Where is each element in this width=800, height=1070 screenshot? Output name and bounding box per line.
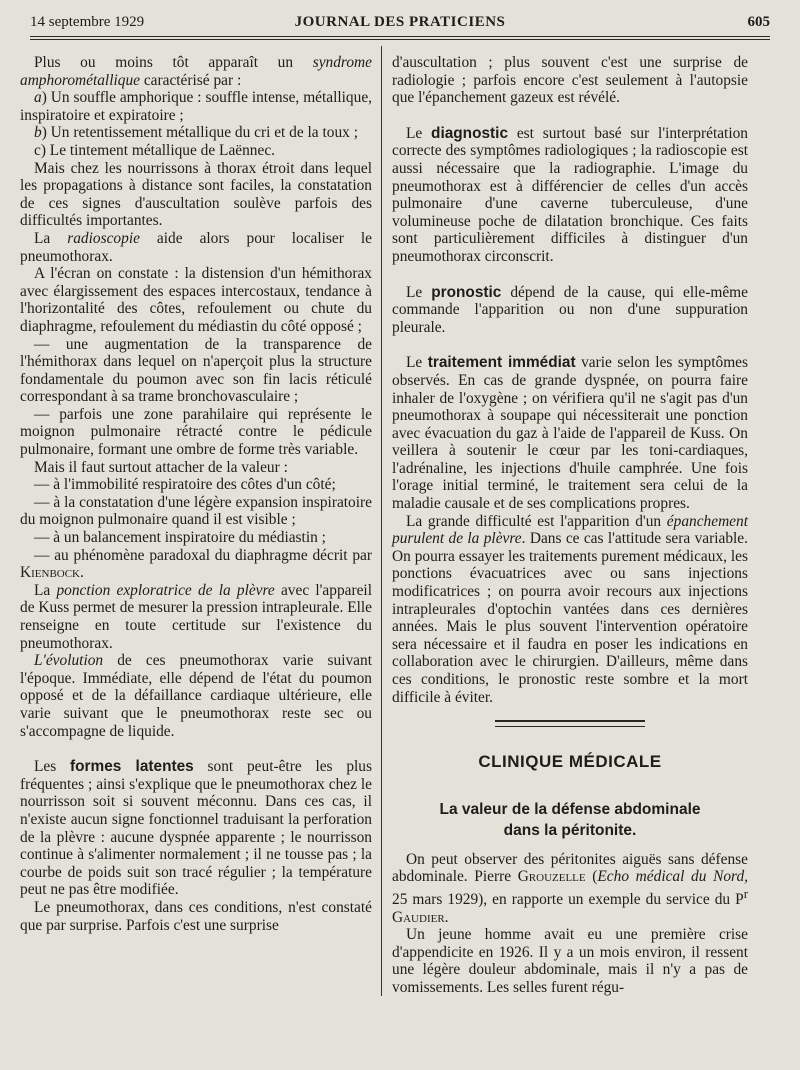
column-divider — [381, 46, 382, 996]
journal-title: JOURNAL DES PRATICIENS — [294, 14, 506, 30]
article-title: La valeur de la défense abdominale dans la péritonite. — [439, 800, 701, 839]
left-column — [20, 54, 372, 934]
paragraph: Mais il faut surtout attacher de la valeur : — [34, 458, 288, 476]
right-column — [392, 54, 748, 997]
issue-date: 14 septembre 1929 — [30, 14, 145, 30]
paragraph: Le diagnostic est surtout basé sur l'interprétation correcte des symptômes radiologiques ; la radioscopie est aussi nécessaire que la radiographie. L'image du pneumothorax est à différencier de celles d'un accès pulmonaire d'une caverne tuberculeuse, d'une volumineuse poche de dilatation bronchique. Ces faits sont particulièrement difficiles à distinguer d'un pneumothorax circonscrit. — [392, 124, 748, 265]
paragraph: c) Le tintement métallique de Laënnec. — [34, 141, 276, 159]
paragraph: a) Un souffle amphorique : souffle intense, métallique, inspiratoire et expiratoire ; — [20, 89, 372, 124]
section-title: CLINIQUE MÉDICALE — [478, 752, 662, 772]
paragraph: Un jeune homme avait eu une première crise d'appendicite en 1926. Il y a un mois environ, il ressent une légère douleur abdominale, mais il n'y a pas de vomissements. Les selles furent régu- — [392, 926, 748, 997]
paragraph: L'évolution de ces pneumothorax varie suivant l'époque. Immédiate, elle dépend de l'état du poumon opposé et de la défaillance cardiaque ultérieure, elle varie suivant que le pneumothorax reste sec ou s'accompagne de liquide. — [20, 652, 372, 740]
page-number: 605 — [747, 14, 770, 30]
paragraph: La grande difficulté est l'apparition d'un épanchement purulent de la plèvre. Dans ce cas l'attitude sera variable. On pourra essayer les traitements purement médicaux, les ponctions évacuatrices avec ou sans injections modificatrices ; on pourra avoir recours aux injections intrapleurales d'optochin vantées dans ces dernières années. Mais le plus souvent l'intervention opératoire sera nécessaire et il faudra en poser les indications en collaboration avec le chirurgien. D'ailleurs, même dans ces conditions, le pronostic reste sombre et la mort difficile à éviter. — [392, 512, 748, 706]
paragraph: — à la constatation d'une légère expansion inspiratoire du moignon pulmonaire quand il est visible ; — [20, 493, 372, 529]
paragraph: Le pronostic dépend de la cause, qui elle-même commande l'apparition ou non d'une suppuration pleurale. — [392, 283, 748, 336]
paragraph: b) Un retentissement métallique du cri et de la toux ; — [34, 124, 358, 142]
paragraph: Les formes latentes sont peut-être les plus fréquentes ; ainsi s'explique que le pneumothorax chez le nourrisson soit si souvent méconnu. Dans ces cas, il n'existe aucun signe fonctionnel traduisant la perforation de la plèvre : aucune dyspnée apparente ; le nourrisson continue à s'alimenter normalement ; il ne tousse pas ; la courbe de poids suit son tracé régulier ; la température peut ne pas être modifiée. — [20, 758, 372, 899]
paragraph: — une augmentation de la transparence de l'hémithorax dans lequel on n'aperçoit plus la structure fondamentale du poumon avec son fin lacis réticulé correspondant à sa trame bronchovasculaire ; — [20, 335, 372, 406]
paragraph: — à l'immobilité respiratoire des côtes d'un côté; — [34, 476, 336, 494]
paragraph: On peut observer des péritonites aiguës sans défense abdominale. Pierre Grouzelle (Echo médical du Nord, 25 mars 1929), en rapporte un exemple du service du $P^r$ Gaudier. — [392, 850, 748, 926]
page-header — [30, 14, 770, 34]
paragraph: La ponction exploratrice de la plèvre avec l'appareil de Kuss permet de mesurer la pression intrapleurale. Elle renseigne en toute certitude sur l'existence du pneumothorax. — [20, 581, 372, 652]
paragraph: Le pneumothorax, dans ces conditions, n'est constaté que par surprise. Parfois c'est une surprise — [20, 898, 372, 934]
paragraph: Mais chez les nourrissons à thorax étroit dans lequel les propagations à distance sont faciles, la constatation de ces signes d'auscultation soulève parfois des difficultés importantes. — [20, 159, 372, 230]
paragraph: La radioscopie aide alors pour localiser le pneumothorax. — [20, 229, 372, 265]
paragraph: Le traitement immédiat varie selon les symptômes observés. En cas de grande dyspnée, on pourra faire inhaler de l'oxygène ; on vérifiera qu'il ne s'agit pas d'un pneumothorax à soupape qui nécessiterait une ponction avec évacuation du gaz à l'aide de l'appareil de Kuss. On veillera à soutenir le cœur par les toni-cardiaques, l'adrénaline, les injections d'huile camphrée. Une fois l'orage initial terminé, le traitement sera celui de la maladie causale et de ses complications propres. — [392, 354, 748, 513]
paragraph: — au phénomène paradoxal du diaphragme décrit par Kienbock. — [20, 546, 372, 582]
paragraph: d'auscultation ; plus souvent c'est une surprise de radiologie ; parfois encore c'est seulement à l'autopsie que l'épanchement gazeux est révélé. — [392, 54, 748, 107]
section-divider — [495, 720, 645, 727]
paragraph: — à un balancement inspiratoire du médiastin ; — [34, 529, 326, 547]
paragraph: A l'écran on constate : la distension d'un hémithorax avec élargissement des espaces intercostaux, tendance à l'horizontalité des côtes, refoulement ou chute du diaphragme, refoulement du médiastin du côté opposé ; — [20, 265, 372, 335]
paragraph: — parfois une zone parahilaire qui représente le moignon pulmonaire rétracté contre le pédicule pulmonaire, formant une ombre de forme très variable. — [20, 405, 372, 459]
header-rule-secondary — [30, 39, 770, 40]
header-rule — [30, 36, 770, 37]
paragraph: Plus ou moins tôt apparaît un syndrome amphorométallique caractérisé par : — [20, 54, 372, 89]
